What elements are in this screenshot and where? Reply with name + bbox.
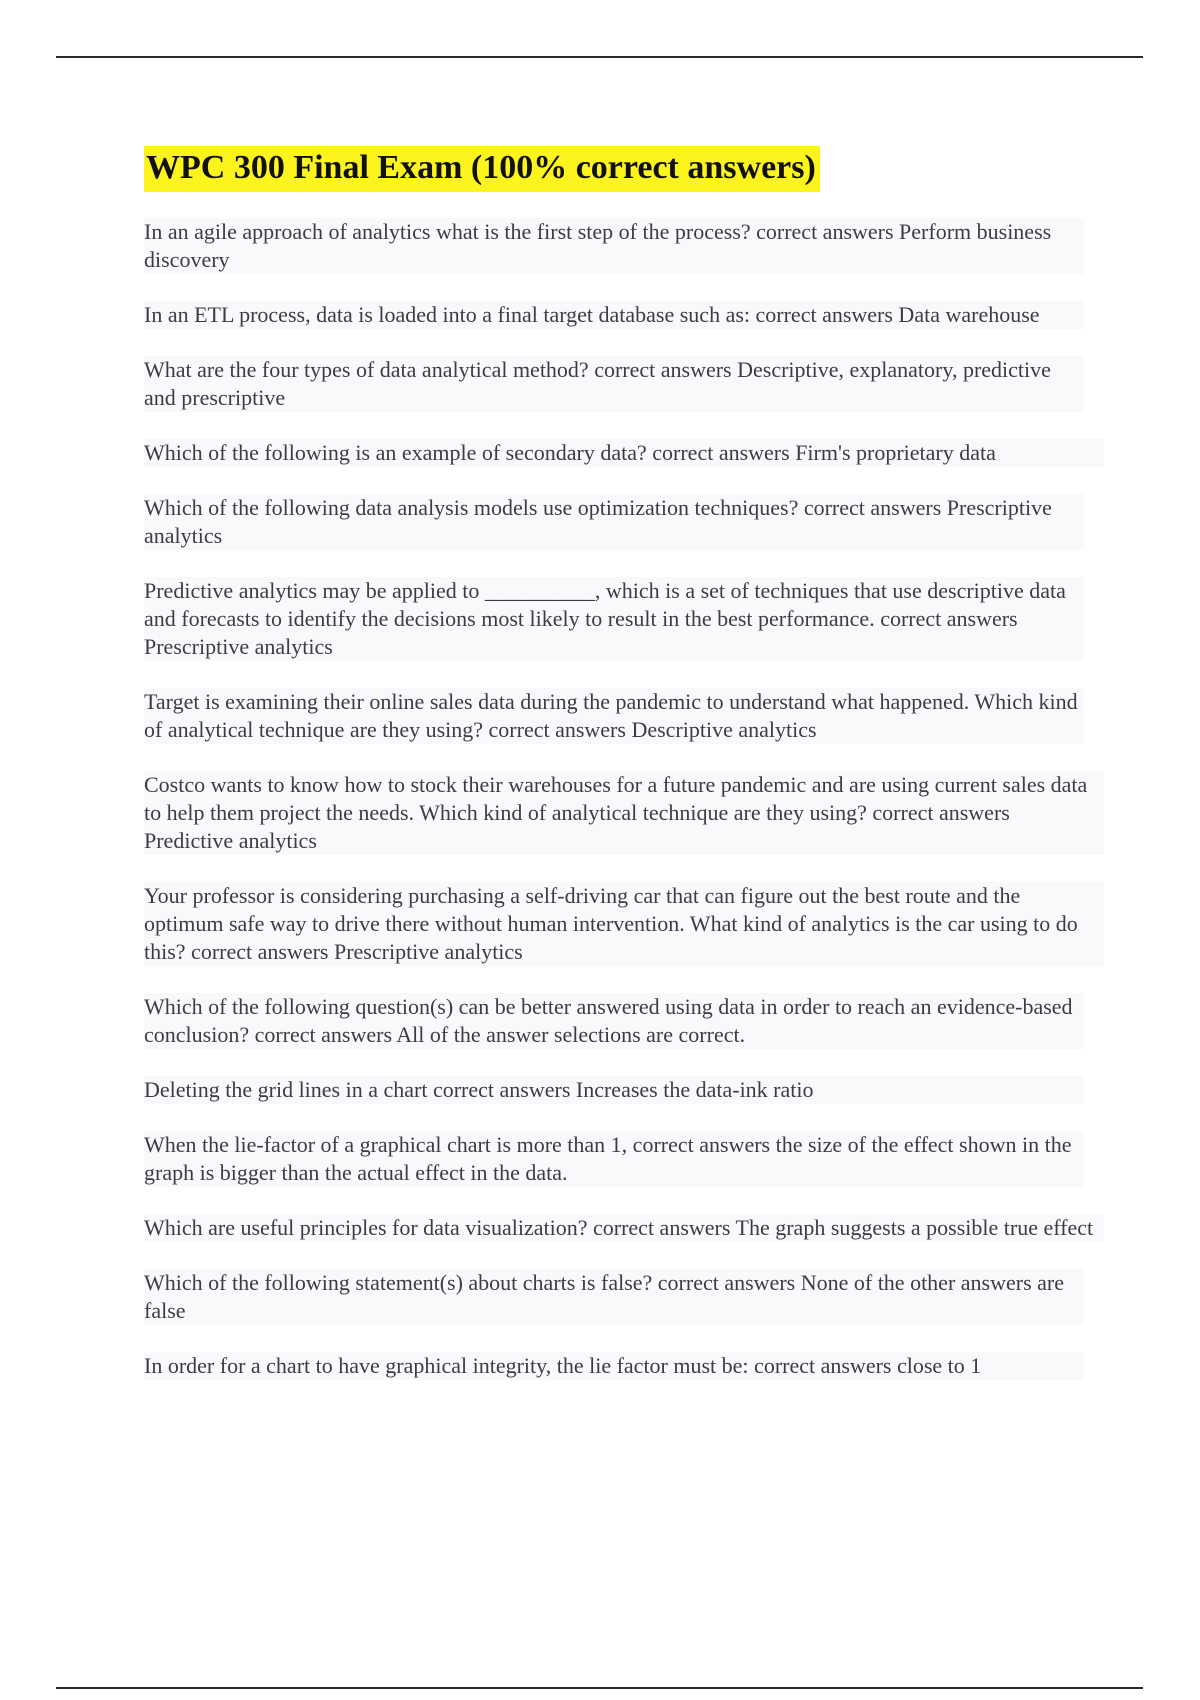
qa-item-1: In an agile approach of analytics what is the first step of the process? correct answers Perform business discovery [144, 218, 1084, 274]
bottom-rule [56, 1687, 1143, 1689]
qa-item-10: Which of the following question(s) can be better answered using data in order to reach an evidence-based conclusion? correct answers All of the answer selections are correct. [144, 993, 1084, 1049]
qa-item-15: In order for a chart to have graphical integrity, the lie factor must be: correct answers close to 1 [144, 1352, 1084, 1380]
qa-item-12: When the lie-factor of a graphical chart is more than 1, correct answers the size of the effect shown in the graph is bigger than the actual effect in the data. [144, 1131, 1084, 1187]
qa-item-3: What are the four types of data analytical method? correct answers Descriptive, explanatory, predictive and prescriptive [144, 356, 1084, 412]
qa-item-5: Which of the following data analysis models use optimization techniques? correct answers Prescriptive analytics [144, 494, 1084, 550]
qa-item-8: Costco wants to know how to stock their warehouses for a future pandemic and are using current sales data to help them project the needs. Which kind of analytical technique are they using? correct answers Predictive analytics [144, 771, 1104, 855]
qa-item-13: Which are useful principles for data visualization? correct answers The graph suggests a possible true effect [144, 1214, 1104, 1242]
qa-list [144, 218, 1094, 1380]
document-title: WPC 300 Final Exam (100% correct answers) [144, 146, 820, 192]
qa-item-9: Your professor is considering purchasing a self-driving car that can figure out the best route and the optimum safe way to drive there without human intervention. What kind of analytics is the car using to do this? correct answers Prescriptive analytics [144, 882, 1104, 966]
document-body [144, 146, 1094, 1407]
qa-item-2: In an ETL process, data is loaded into a final target database such as: correct answers Data warehouse [144, 301, 1084, 329]
qa-item-11: Deleting the grid lines in a chart correct answers Increases the data-ink ratio [144, 1076, 1084, 1104]
qa-item-4: Which of the following is an example of secondary data? correct answers Firm's proprietary data [144, 439, 1104, 467]
qa-item-6: Predictive analytics may be applied to __________, which is a set of techniques that use descriptive data and forecasts to identify the decisions most likely to result in the best performance. correct answers Prescriptive analytics [144, 577, 1084, 661]
top-rule [56, 56, 1143, 58]
qa-item-7: Target is examining their online sales data during the pandemic to understand what happened. Which kind of analytical technique are they using? correct answers Descriptive analytics [144, 688, 1084, 744]
qa-item-14: Which of the following statement(s) about charts is false? correct answers None of the other answers are false [144, 1269, 1084, 1325]
